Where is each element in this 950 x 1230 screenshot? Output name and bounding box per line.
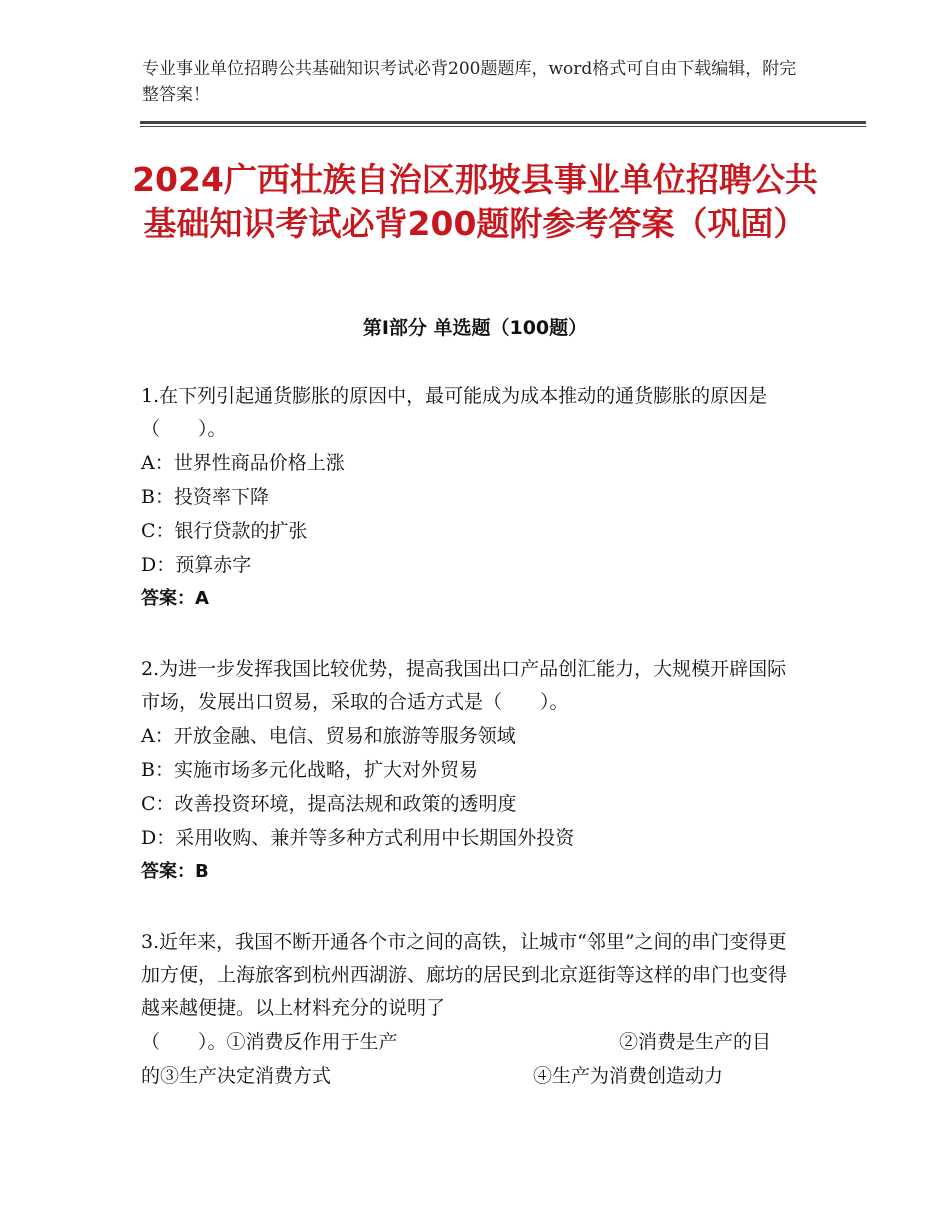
option-d: D：预算赤字 bbox=[141, 554, 252, 576]
option-a: A：开放金融、电信、贸易和旅游等服务领域 bbox=[141, 725, 516, 747]
answer: 答案：B bbox=[141, 861, 209, 882]
statement-2: ②消费是生产的目 bbox=[619, 1031, 772, 1053]
option-b: B：实施市场多元化战略，扩大对外贸易 bbox=[141, 759, 478, 781]
option-b: B：投资率下降 bbox=[141, 486, 269, 508]
question-3 bbox=[141, 926, 801, 1093]
statement-line bbox=[141, 1025, 801, 1059]
header-divider-thin bbox=[140, 126, 866, 127]
statement-3: 的③生产决定消费方式 bbox=[141, 1065, 332, 1087]
statement-4: ④生产为消费创造动力 bbox=[533, 1065, 724, 1087]
question-stem: 3.近年来，我国不断开通各个市之间的高铁，让城市“邻里”之间的串门变得更加方便，上海旅客到杭州西湖游、廊坊的居民到北京逛街等这样的串门也变得越来越便捷。以上材料充分的说明了 bbox=[141, 931, 788, 1019]
question-1 bbox=[141, 380, 801, 616]
header-note: 专业事业单位招聘公共基础知识考试必背200题题库，word格式可自由下载编辑，附完整答案！ bbox=[142, 59, 797, 105]
statement-line bbox=[141, 1059, 801, 1093]
section-title: 第Ⅰ部分 单选题（100题） bbox=[362, 317, 588, 339]
header-divider bbox=[140, 121, 866, 124]
question-2 bbox=[141, 653, 801, 889]
question-stem: 1.在下列引起通货膨胀的原因中，最可能成为成本推动的通货膨胀的原因是（ ）。 bbox=[141, 385, 768, 440]
question-stem: 2.为进一步发挥我国比较优势，提高我国出口产品创汇能力，大规模开辟国际市场，发展出口贸易，采取的合适方式是（ ）。 bbox=[141, 658, 787, 713]
option-d: D：采用收购、兼并等多种方式利用中长期国外投资 bbox=[141, 827, 575, 849]
statement-1: （ ）。①消费反作用于生产 bbox=[141, 1031, 398, 1053]
option-c: C：银行贷款的扩张 bbox=[141, 520, 308, 542]
answer: 答案：A bbox=[141, 588, 209, 609]
document-title: 2024广西壮族自治区那坡县事业单位招聘公共基础知识考试必背200题附参考答案（巩固） bbox=[132, 160, 818, 243]
option-a: A：世界性商品价格上涨 bbox=[141, 452, 345, 474]
option-c: C：改善投资环境，提高法规和政策的透明度 bbox=[141, 793, 517, 815]
